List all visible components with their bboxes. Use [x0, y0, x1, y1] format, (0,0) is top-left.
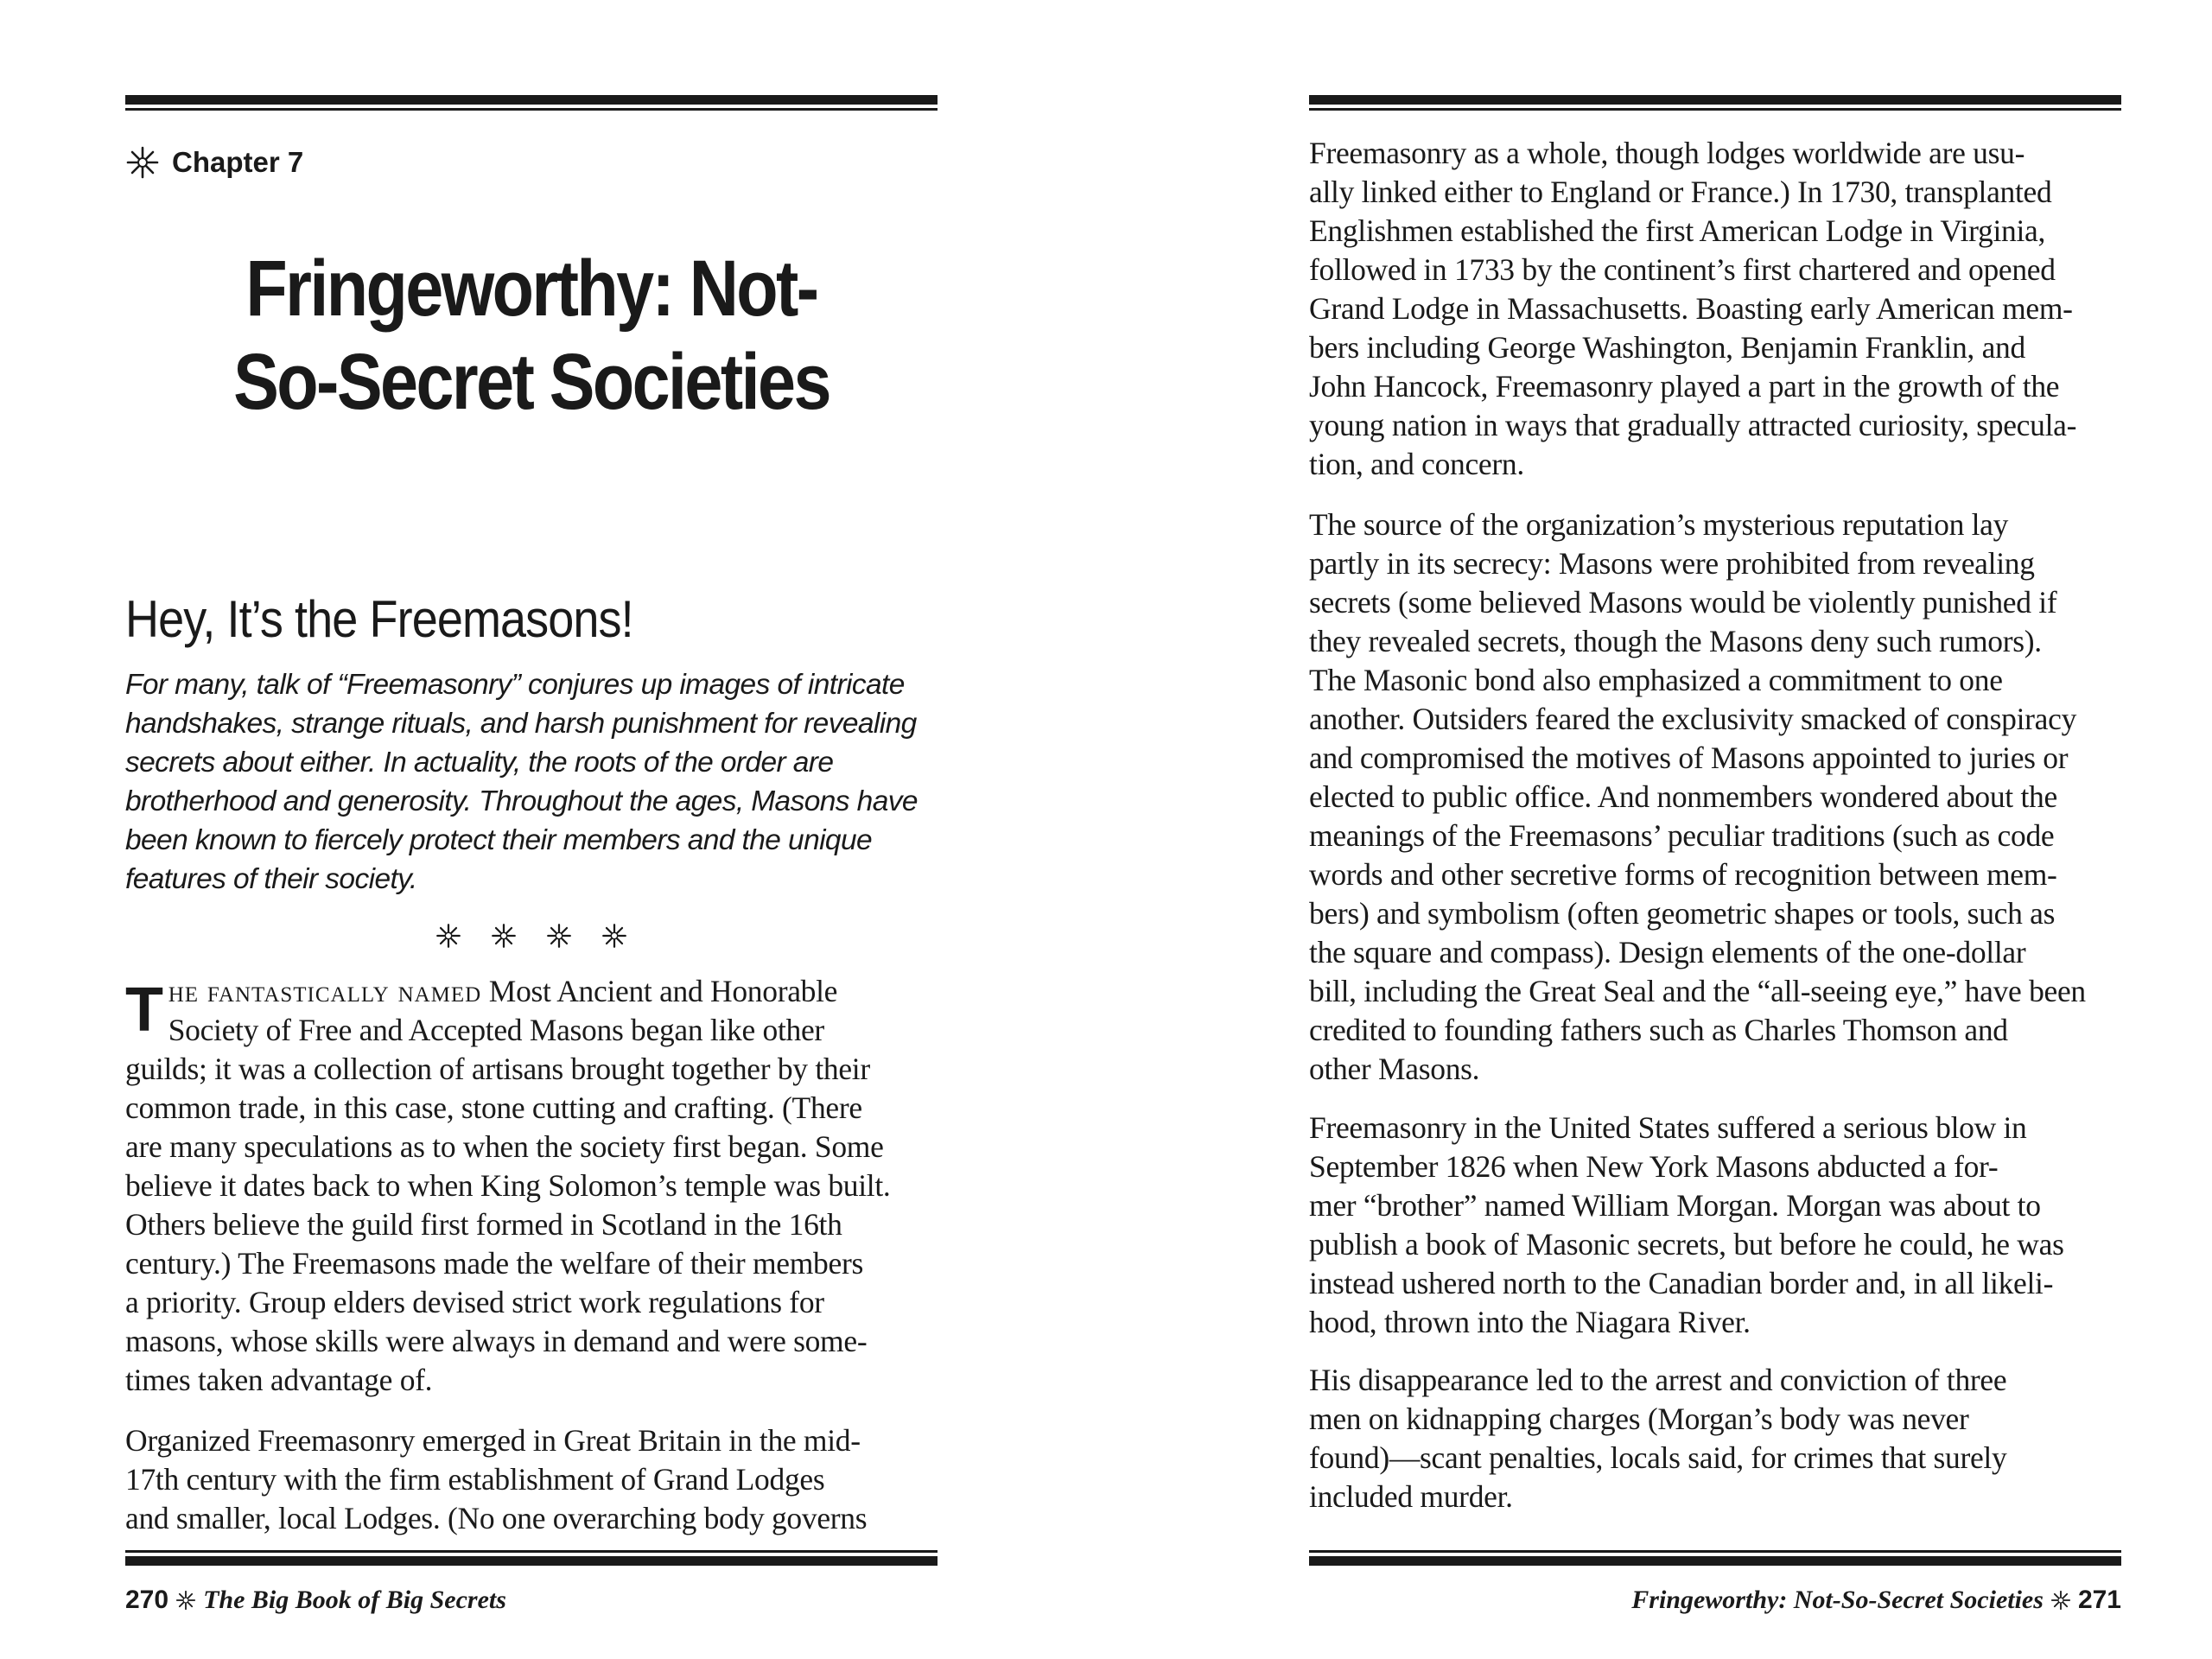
body-line: century.) The Freemasons made the welfare of their members	[125, 1246, 863, 1281]
running-head: Fringeworthy: Not-So-Secret Societies	[1631, 1586, 2044, 1614]
body-line: are many speculations as to when the society first began. Some	[125, 1129, 884, 1164]
body-line: bill, including the Great Seal and the “all-seeing eye,” have been	[1309, 974, 2086, 1008]
body-line: they revealed secrets, though the Masons deny such rumors).	[1309, 624, 2042, 658]
body-line: publish a book of Masonic secrets, but before he could, he was	[1309, 1227, 2064, 1262]
body-line: Most Ancient and Honorable	[481, 974, 838, 1008]
intro-line: secrets about either. In actuality, the roots of the order are	[125, 747, 834, 779]
body-line: partly in its secrecy: Masons were prohibited from revealing	[1309, 546, 2035, 581]
bottom-rule-thin	[1309, 1550, 2121, 1553]
intro-line: brotherhood and generosity. Throughout the ages, Masons have	[125, 785, 918, 817]
footer-right	[1631, 1586, 2121, 1615]
drop-cap: T	[125, 976, 163, 1045]
top-rule-thick	[1309, 95, 2121, 105]
intro-line: been known to fiercely protect their members and the unique	[125, 824, 873, 856]
body-line: mer “brother” named William Morgan. Morgan was about to	[1309, 1188, 2041, 1223]
body-line: tion, and concern.	[1309, 447, 1524, 481]
body-line: Organized Freemasonry emerged in Great Britain in the mid-	[125, 1423, 861, 1458]
body-line: other Masons.	[1309, 1052, 1480, 1086]
chapter-label	[125, 145, 303, 180]
body-line: The source of the organization’s mysterious reputation lay	[1309, 507, 2009, 542]
book-title: The Big Book of Big Secrets	[203, 1586, 506, 1614]
body-line: common trade, in this case, stone cutting and crafting. (There	[125, 1090, 862, 1125]
bottom-rule-thick	[125, 1556, 938, 1566]
lead-in-smallcaps: he fantastically named	[168, 974, 482, 1008]
body-line: young nation in ways that gradually attracted curiosity, specula-	[1309, 408, 2077, 442]
body-line: instead ushered north to the Canadian border and, in all likeli-	[1309, 1266, 2054, 1300]
body-line: credited to founding fathers such as Charles Thomson and	[1309, 1013, 2008, 1047]
body-line: September 1826 when New York Masons abducted a for-	[1309, 1149, 1999, 1184]
intro-line: handshakes, strange rituals, and harsh punishment for revealing	[125, 708, 917, 740]
bottom-rule-thin	[125, 1550, 938, 1553]
body-line: ally linked either to England or France.) In 1730, transplanted	[1309, 175, 2052, 209]
footer-left	[125, 1586, 506, 1615]
body-line: believe it dates back to when King Solomon’s temple was built.	[125, 1168, 891, 1203]
body-line: and compromised the motives of Masons appointed to juries or	[1309, 741, 2069, 775]
body-line: the square and compass). Design elements of the one-dollar	[1309, 935, 2026, 969]
body-line: bers including George Washington, Benjamin Franklin, and	[1309, 330, 2025, 365]
body-line: found)—scant penalties, locals said, for crimes that surely	[1309, 1440, 2007, 1475]
body-line: The Masonic bond also emphasized a commitment to one	[1309, 663, 2003, 697]
asterisk-ornament-icon	[546, 923, 572, 949]
body-line: included murder.	[1309, 1479, 1513, 1514]
body-line: Grand Lodge in Massachusetts. Boasting early American mem-	[1309, 291, 2073, 326]
asterisk-ornament-icon	[601, 923, 627, 949]
asterisk-ornament-icon	[435, 923, 461, 949]
asterisk-ornament-icon	[2050, 1590, 2071, 1611]
body-paragraph-5	[1309, 1109, 2121, 1342]
body-paragraph-1	[125, 972, 938, 1400]
body-line: elected to public office. And nonmembers wondered about the	[1309, 779, 2057, 814]
body-line: secrets (some believed Masons would be violently punished if	[1309, 585, 2057, 620]
chapter-title-line: So-Secret Societies	[233, 338, 830, 426]
bottom-rule-thick	[1309, 1556, 2121, 1566]
asterisk-ornament-icon	[175, 1590, 196, 1611]
body-line: 17th century with the firm establishment of Grand Lodges	[125, 1462, 825, 1497]
top-rule-thick	[125, 95, 938, 105]
top-rule-thin	[125, 108, 938, 111]
body-line: another. Outsiders feared the exclusivity smacked of conspiracy	[1309, 702, 2077, 736]
body-line: followed in 1733 by the continent’s first chartered and opened	[1309, 252, 2056, 287]
right-page	[1309, 0, 2121, 1659]
body-line: bers) and symbolism (often geometric shapes or tools, such as	[1309, 896, 2056, 931]
body-line: guilds; it was a collection of artisans brought together by their	[125, 1052, 870, 1086]
top-rule-thin	[1309, 108, 2121, 111]
intro-line: For many, talk of “Freemasonry” conjures up images of intricate	[125, 669, 905, 701]
body-line: Freemasonry as a whole, though lodges worldwide are usu-	[1309, 136, 2025, 170]
chapter-title-line: Fringeworthy: Not-	[245, 245, 817, 333]
section-break-ornament	[125, 923, 938, 949]
chapter-label-text: Chapter 7	[172, 146, 304, 178]
body-line: words and other secretive forms of recognition between mem-	[1309, 857, 2057, 892]
body-line: a priority. Group elders devised strict work regulations for	[125, 1285, 824, 1319]
body-line: Society of Free and Accepted Masons began like other	[168, 1013, 824, 1047]
body-line: His disappearance led to the arrest and conviction of three	[1309, 1363, 2007, 1397]
body-paragraph-4	[1309, 505, 2121, 1089]
body-line: meanings of the Freemasons’ peculiar traditions (such as code	[1309, 818, 2055, 853]
body-line: masons, whose skills were always in demand and were some-	[125, 1324, 868, 1358]
page-number: 270	[125, 1586, 169, 1614]
body-paragraph-6	[1309, 1361, 2121, 1516]
chapter-title	[182, 242, 880, 429]
body-paragraph-2	[125, 1421, 938, 1538]
asterisk-ornament-icon	[125, 145, 160, 180]
body-line: men on kidnapping charges (Morgan’s body was never	[1309, 1402, 1969, 1436]
body-line: hood, thrown into the Niagara River.	[1309, 1305, 1751, 1339]
left-page	[125, 0, 938, 1659]
intro-line: features of their society.	[125, 863, 417, 895]
body-line: Freemasonry in the United States suffered a serious blow in	[1309, 1110, 2027, 1145]
body-line: and smaller, local Lodges. (No one overarching body governs	[125, 1501, 868, 1535]
body-line: Englishmen established the first American Lodge in Virginia,	[1309, 213, 2046, 248]
body-line: Others believe the guild first formed in Scotland in the 16th	[125, 1207, 842, 1242]
page-number: 271	[2077, 1586, 2121, 1614]
body-paragraph-3	[1309, 134, 2121, 484]
intro-paragraph	[125, 665, 929, 899]
body-line: John Hancock, Freemasonry played a part in the growth of the	[1309, 369, 2060, 404]
asterisk-ornament-icon	[491, 923, 517, 949]
section-heading: Hey, It’s the Freemasons!	[125, 590, 633, 648]
body-line: times taken advantage of.	[125, 1363, 433, 1397]
